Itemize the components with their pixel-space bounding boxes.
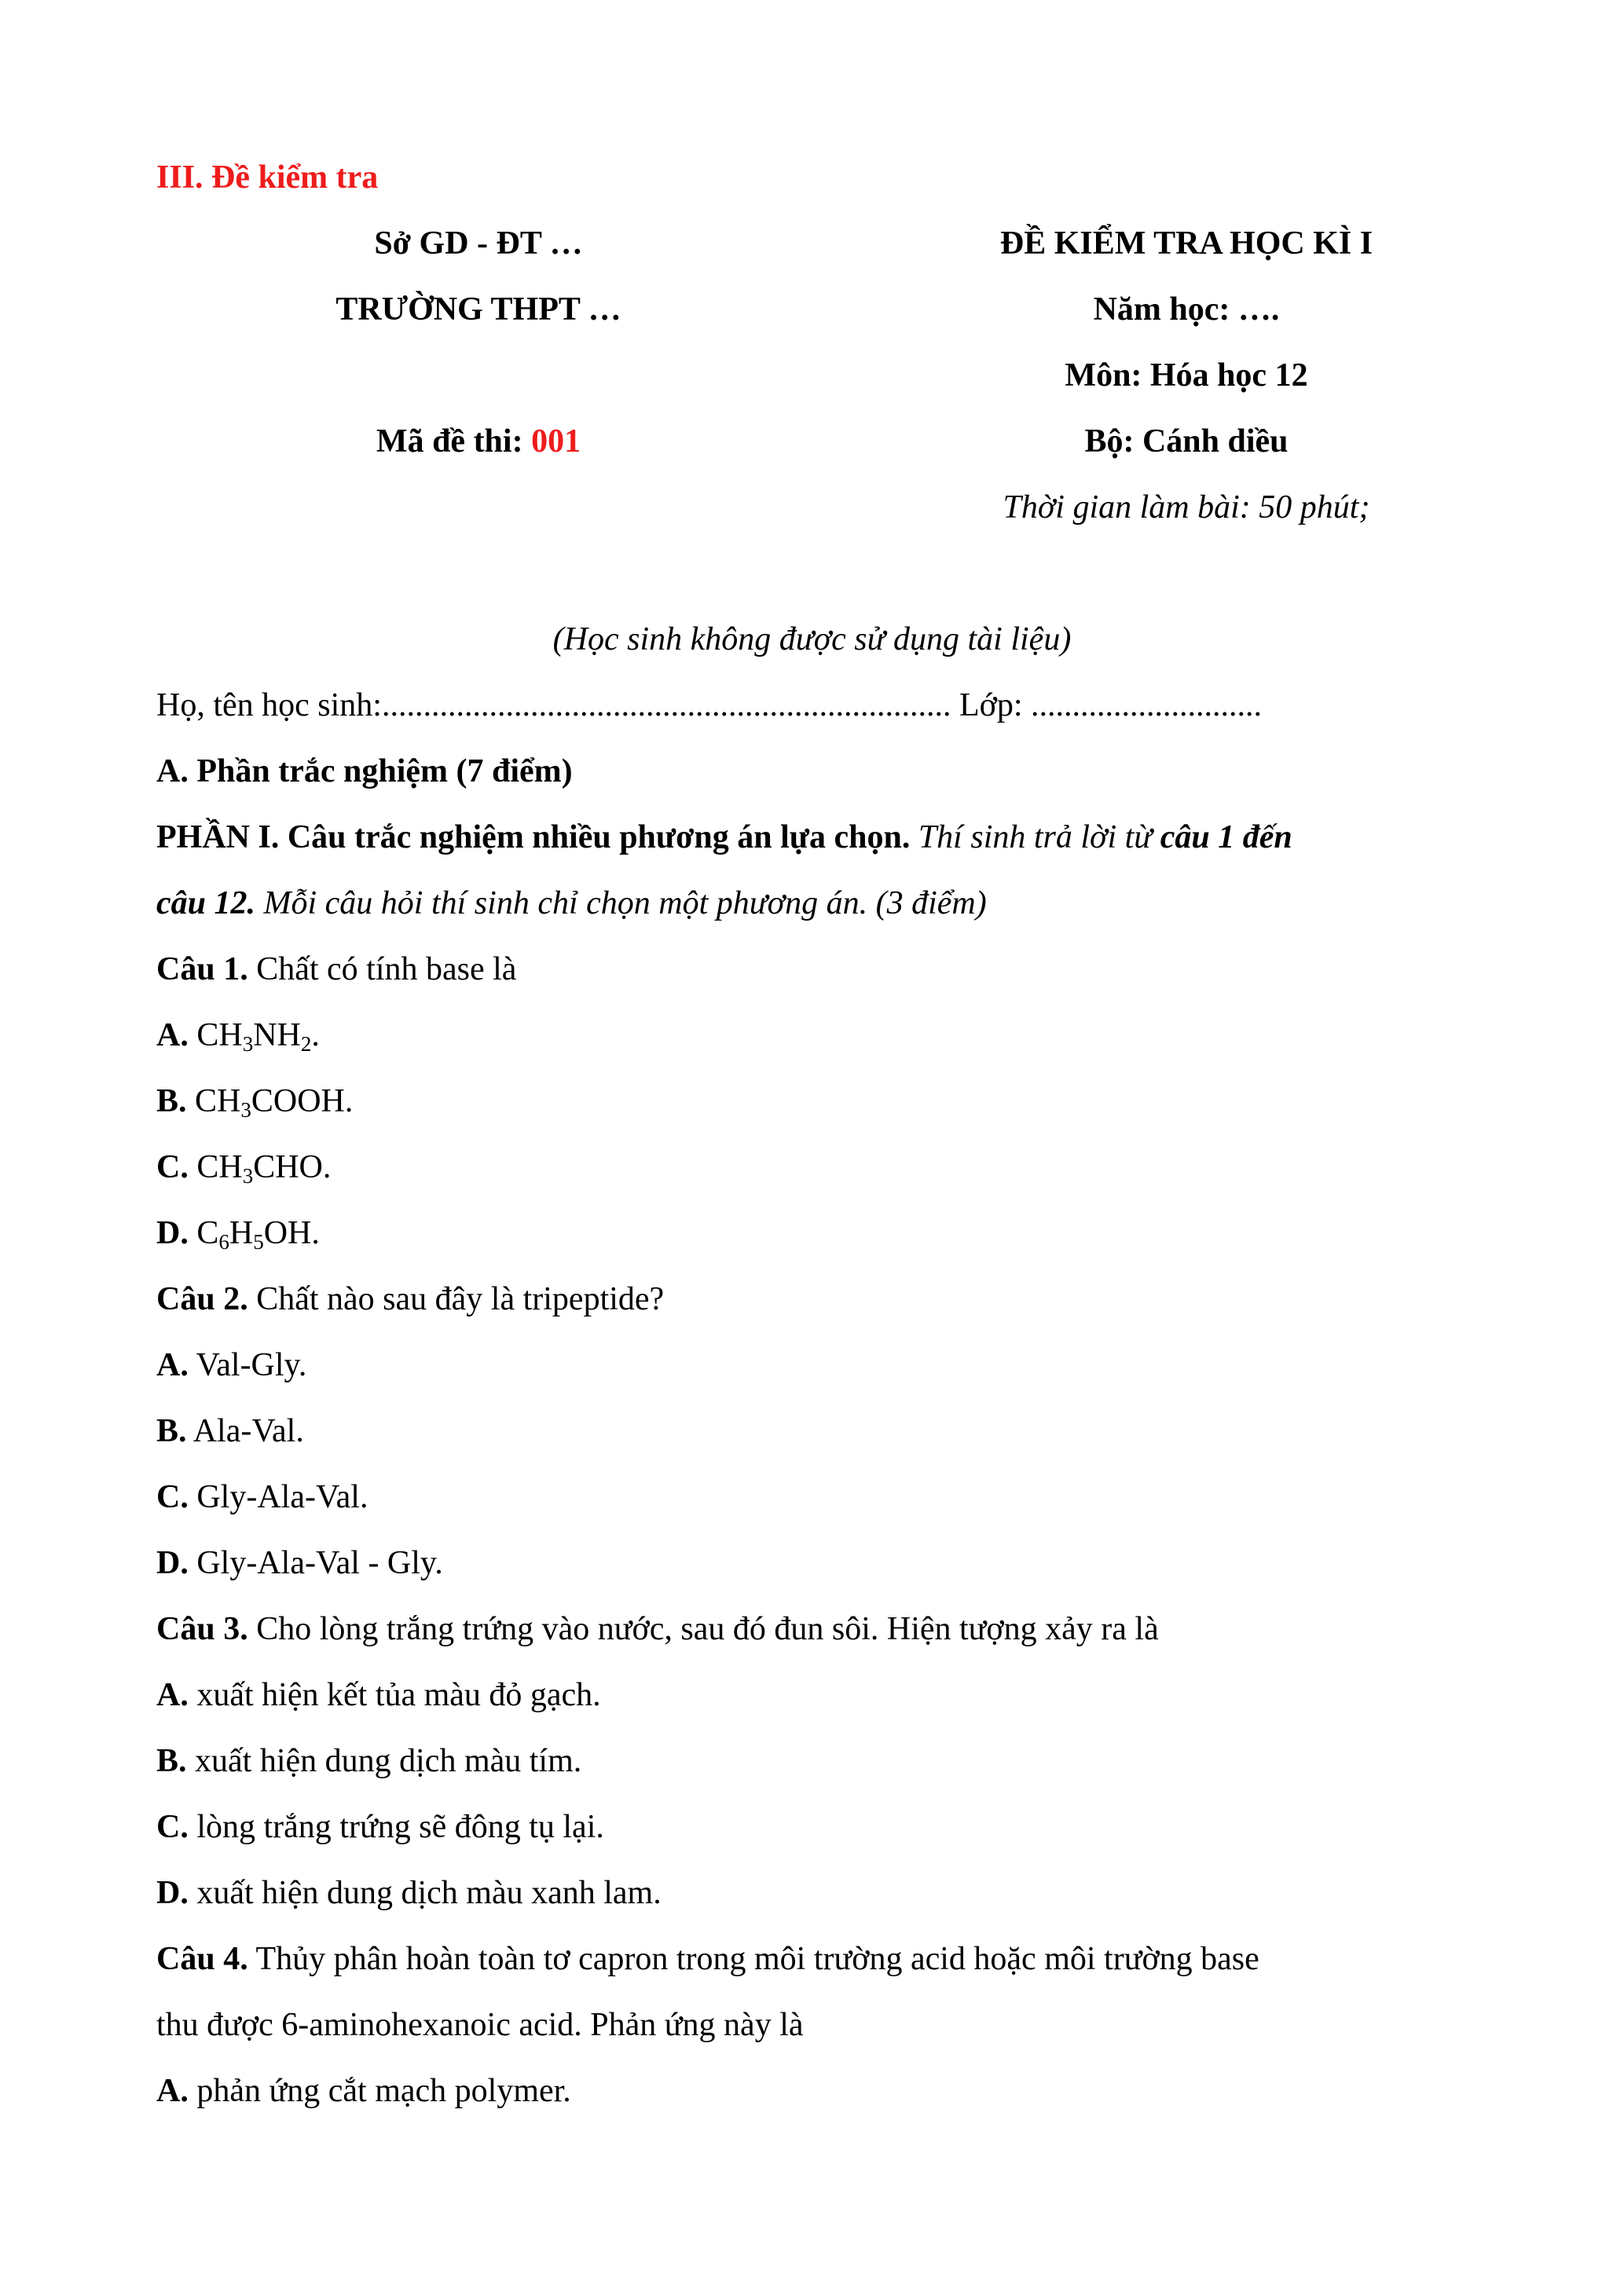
class-label: Lớp:	[951, 687, 1032, 723]
question-2-option-b: B. Ala-Val.	[156, 1413, 304, 1449]
question-1-option-c: C. $CH_3CHO$.	[156, 1149, 332, 1188]
question-3: Câu 3. Cho lòng trắng trứng vào nước, sau đó đun sôi. Hiện tượng xảy ra là	[156, 1611, 1159, 1647]
exam-code-value: 001	[531, 423, 581, 460]
question-2-option-c: C. Gly-Ala-Val.	[156, 1479, 368, 1515]
question-3-option-b: B. xuất hiện dung dịch màu tím.	[156, 1743, 582, 1779]
student-info-line	[156, 682, 1262, 729]
question-1-option-a: A. $CH_3NH_2$.	[156, 1017, 320, 1056]
class-dots: ............................	[1031, 687, 1263, 723]
question-3-option-a: A. xuất hiện kết tủa màu đỏ gạch.	[156, 1677, 601, 1713]
student-name-label: Họ, tên học sinh:	[156, 687, 382, 723]
part1-title: PHẦN I. Câu trắc nghiệm nhiều phương án lựa chọn.	[156, 819, 911, 855]
exam-note: (Học sinh không được sử dụng tài liệu)	[552, 621, 1072, 657]
part1-instructions-line2: câu 12. Mỗi câu hỏi thí sinh chỉ chọn một phương án. (3 điểm)	[156, 885, 987, 921]
question-3-option-c: C. lòng trắng trứng sẽ đông tụ lại.	[156, 1809, 604, 1845]
part1-instructions: PHẦN I. Câu trắc nghiệm nhiều phương án lựa chọn. Thí sinh trả lời từ câu 1 đến	[156, 819, 1292, 855]
section-title: III. Đề kiểm tra	[156, 159, 379, 196]
school-name: TRƯỜNG THPT …	[335, 291, 621, 328]
textbook-series: Bộ: Cánh diều	[1084, 423, 1289, 460]
question-2-option-a: A. Val-Gly.	[156, 1347, 307, 1383]
question-1-option-d: D. $C_6H_5OH$.	[156, 1215, 320, 1254]
question-4-line2: thu được 6-aminohexanoic acid. Phản ứng này là	[156, 2007, 804, 2043]
question-2: Câu 2. Chất nào sau đây là tripeptide?	[156, 1281, 665, 1317]
exam-code-label: Mã đề thi:	[376, 423, 532, 460]
exam-code	[243, 418, 714, 465]
question-4-option-a: A. phản ứng cắt mạch polymer.	[156, 2073, 571, 2109]
question-2-option-d: D. Gly-Ala-Val - Gly.	[156, 1545, 443, 1581]
part-a-title: A. Phần trắc nghiệm (7 điểm)	[156, 753, 573, 789]
exam-title: ĐỀ KIỂM TRA HỌC KÌ I	[999, 225, 1373, 262]
department-name: Sở GD - ĐT …	[374, 225, 583, 262]
school-year: Năm học: ….	[1093, 291, 1280, 328]
question-3-option-d: D. xuất hiện dung dịch màu xanh lam.	[156, 1875, 662, 1911]
subject: Môn: Hóa học 12	[1065, 357, 1308, 394]
student-name-dots: .....................................................................	[381, 687, 951, 723]
question-4: Câu 4. Thủy phân hoàn toàn tơ capron trong môi trường acid hoặc môi trường base	[156, 1941, 1259, 1977]
question-1: Câu 1. Chất có tính base là	[156, 951, 517, 987]
question-1-option-b: B. $CH_3COOH$.	[156, 1083, 354, 1122]
time-allowed: Thời gian làm bài: 50 phút;	[1003, 489, 1370, 525]
